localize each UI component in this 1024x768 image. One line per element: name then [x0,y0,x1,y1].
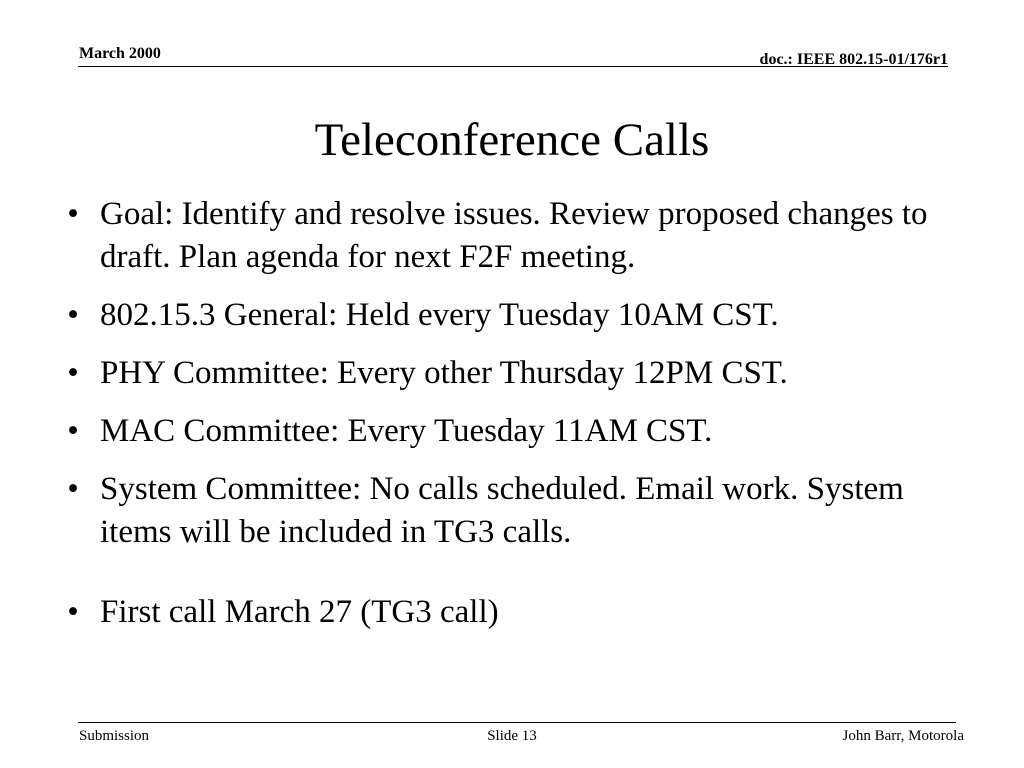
header-doc-id: doc.: IEEE 802.15-01/176r1 [759,51,948,68]
footer-slide-number: Slide 13 [487,728,537,744]
bullet-text: MAC Committee: Every Tuesday 11AM CST. [100,413,713,449]
bullet-item [60,352,960,395]
bullet-list [60,193,960,649]
footer-divider [78,722,956,723]
footer-author: John Barr, Motorola [842,728,964,744]
header-date: March 2000 [79,45,161,62]
header-divider [78,66,948,67]
bullet-text: First call March 27 (TG3 call) [100,594,499,630]
bullet-marker: • [67,196,79,232]
bullet-marker: • [67,297,79,333]
bullet-marker: • [67,413,79,449]
bullet-item [60,410,960,453]
bullet-text: Goal: Identify and resolve issues. Review proposed changes to draft. Plan agenda for next F2F meeting. [100,196,928,275]
footer-submission: Submission [79,728,150,744]
bullet-marker: • [67,594,79,630]
bullet-item [60,193,960,279]
bullet-item [60,294,960,337]
bullet-marker: • [67,355,79,391]
slide-title: Teleconference Calls [314,114,710,166]
bullet-text: System Committee: No calls scheduled. Email work. System items will be included in TG3 calls. [100,471,904,550]
bullet-item [60,468,960,554]
bullet-text: 802.15.3 General: Held every Tuesday 10AM CST. [100,297,779,333]
bullet-text: PHY Committee: Every other Thursday 12PM CST. [100,355,788,391]
bullet-marker: • [67,471,79,507]
bullet-item [60,591,960,634]
